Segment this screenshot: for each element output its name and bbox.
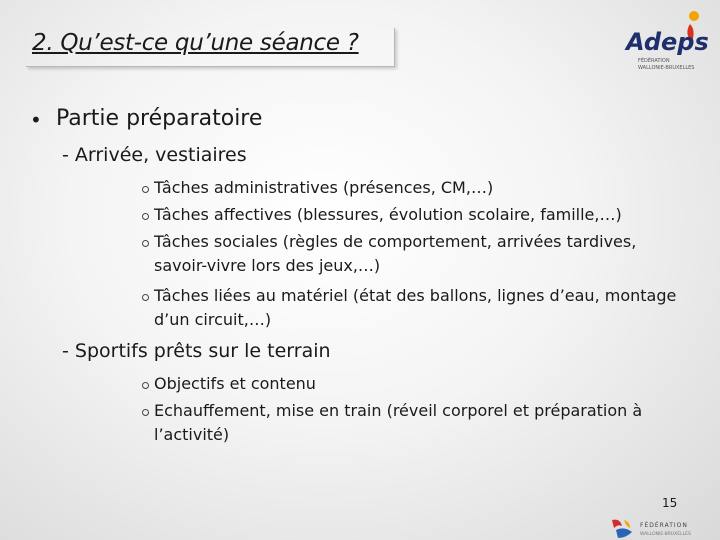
fwb-logo-mark-orange [624,520,630,528]
sub-bullet-circle [142,186,149,193]
fwb-logo-sub: WALLONIE-BRUXELLES [640,532,691,537]
slide-title: 2. Qu’est-ce qu’une séance ? [32,30,359,56]
adeps-logo [608,6,712,74]
federation-wallonie-bruxelles-logo [610,516,720,540]
adeps-logo-sub1: FÉDÉRATION [638,58,670,64]
list-item: Tâches liées au matériel (état des ballons, lignes d’eau, montage d’un circuit,…) [154,286,677,329]
list-item: Tâches affectives (blessures, évolution scolaire, famille,…) [154,205,622,224]
adeps-logo-sub2: WALLONIE-BRUXELLES [638,65,695,71]
list-item: Echauffement, mise en train (réveil corporel et préparation à l’activité) [154,401,643,444]
bullet-dot: • [30,108,42,132]
sub-bullet-circle [142,294,149,301]
sub-bullet-circle [142,409,149,416]
page-number: 15 [662,496,678,510]
sub-bullet-circle [142,382,149,389]
adeps-logo-figure-head [689,11,699,21]
section-heading-sportifs: - Sportifs prêts sur le terrain [62,340,331,362]
list-item: Tâches administratives (présences, CM,…) [154,178,494,197]
sub-bullet-circle [142,240,149,247]
fwb-logo-text: FÉDÉRATION [640,522,688,529]
fwb-logo-mark-red [612,520,622,528]
list-item: Objectifs et contenu [154,374,316,393]
sub-bullet-circle [142,213,149,220]
adeps-logo-text: Adeps [626,28,709,56]
list-item: Tâches sociales (règles de comportement, arrivées tardives, savoir-vivre lors des jeux,…) [154,232,637,275]
main-bullet: Partie préparatoire [56,106,263,131]
section-heading-arrivee: - Arrivée, vestiaires [62,144,247,166]
fwb-logo-mark-blue [616,528,632,538]
